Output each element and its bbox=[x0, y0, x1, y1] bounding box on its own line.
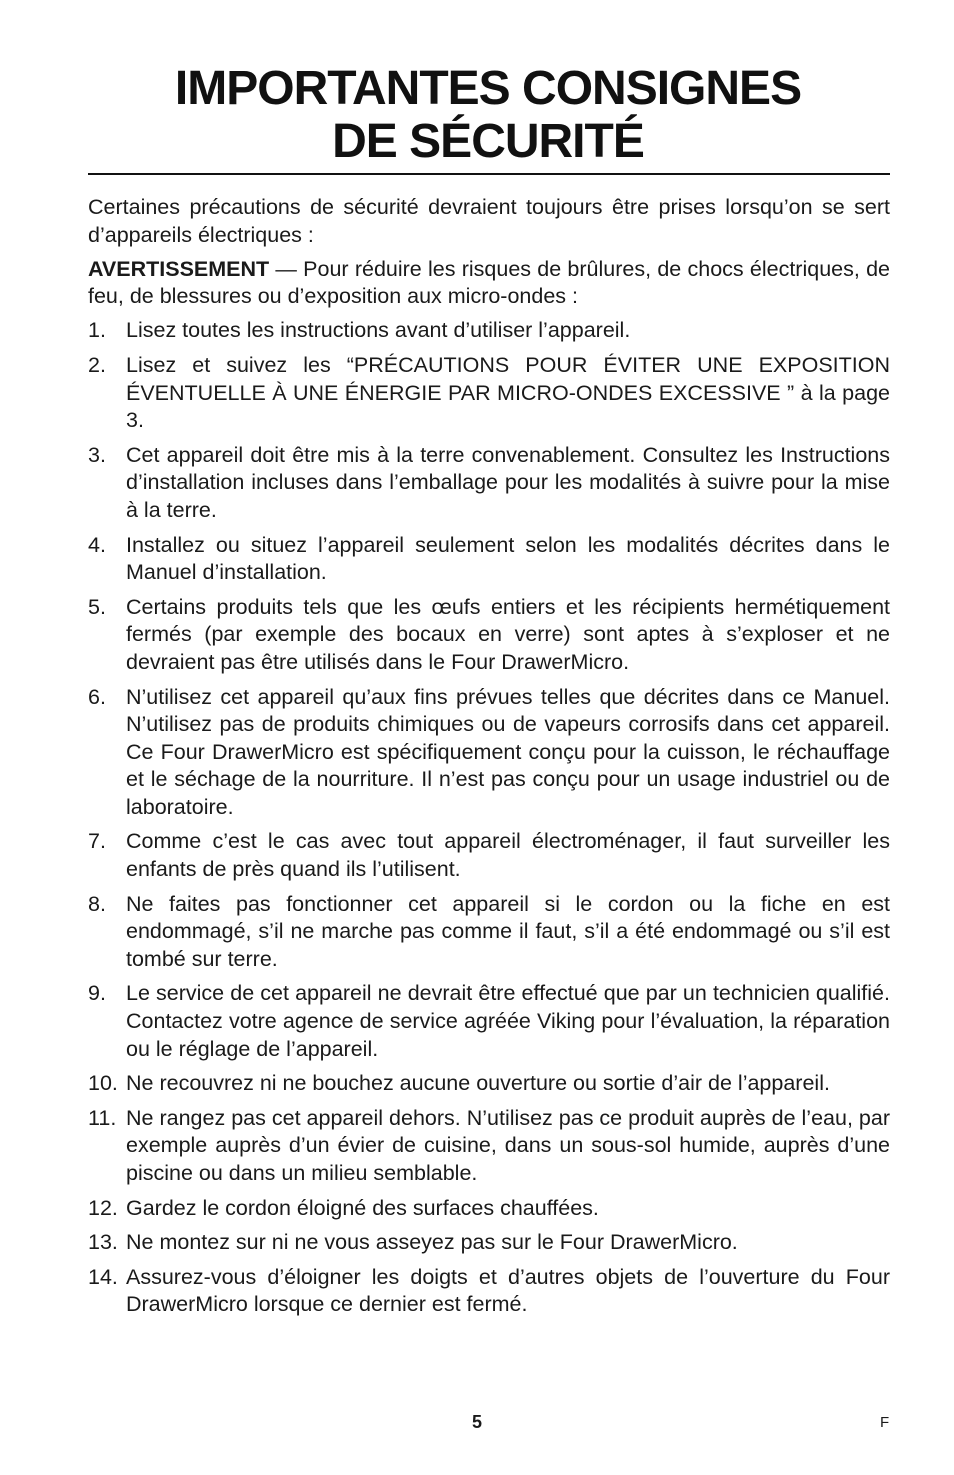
item-text: Lisez toutes les instructions avant d’utiliser l’appareil. bbox=[126, 318, 631, 343]
item-text: Lisez et suivez les “PRÉCAUTIONS POUR ÉVITER UNE EXPOSITION ÉVENTUELLE À UNE ÉNERGIE PAR MICRO-ONDES EXCESSIVE ” à la page 3. bbox=[126, 352, 890, 433]
list-item bbox=[88, 594, 890, 677]
safety-content bbox=[88, 194, 890, 1326]
item-number: 6. bbox=[88, 684, 106, 709]
item-text: Cet appareil doit être mis à la terre convenablement. Consultez les Instructions d’installation incluses dans l’emballage pour les modalités à suivre pour la mise à la terre. bbox=[126, 442, 890, 522]
item-text: Certains produits tels que les œufs entiers et les récipients hermétiquement fermés (par exemple des bocaux en verre) sont aptes à s’exploser et ne devraient pas être utilisés dans le Four DrawerMicro. bbox=[126, 594, 890, 674]
list-item bbox=[88, 442, 890, 525]
warning-text: — Pour réduire les risques de brûlures, de chocs électriques, de feu, de blessures ou d’exposition aux micro-ondes : bbox=[88, 256, 890, 309]
list-item bbox=[88, 980, 890, 1063]
list-item bbox=[88, 532, 890, 587]
item-number: 9. bbox=[88, 981, 106, 1006]
item-number: 3. bbox=[88, 442, 106, 467]
item-text: Le service de cet appareil ne devrait être effectué que par un technicien qualifié. Contactez votre agence de service agréée Viking pour l’évaluation, la réparation ou le réglage de l’appareil. bbox=[126, 981, 890, 1061]
list-item bbox=[88, 1229, 890, 1257]
item-number: 12. bbox=[88, 1195, 118, 1220]
list-item bbox=[88, 891, 890, 974]
title-line-2: DE SÉCURITÉ bbox=[332, 115, 644, 168]
item-number: 10. bbox=[88, 1071, 118, 1096]
language-marker: F bbox=[880, 1414, 890, 1431]
item-number: 7. bbox=[88, 829, 106, 854]
list-item bbox=[88, 1195, 890, 1223]
title-divider bbox=[88, 173, 890, 175]
item-text: Ne recouvrez ni ne bouchez aucune ouverture ou sortie d’air de l’appareil. bbox=[126, 1071, 830, 1096]
item-text: Assurez-vous d’éloigner les doigts et d’autres objets de l’ouverture du Four DrawerMicro lorsque ce dernier est fermé. bbox=[126, 1264, 890, 1317]
item-text: Ne rangez pas cet appareil dehors. N’utilisez pas ce produit auprès de l’eau, par exemple auprès d’un évier de cuisine, dans un sous-sol humide, auprès d’une piscine ou dans un milieu semblable. bbox=[126, 1105, 890, 1185]
title-line-1: IMPORTANTES CONSIGNES bbox=[174, 62, 802, 115]
item-number: 14. bbox=[88, 1264, 118, 1289]
item-number: 4. bbox=[88, 532, 106, 557]
item-text: Ne montez sur ni ne vous asseyez pas sur le Four DrawerMicro. bbox=[126, 1230, 738, 1255]
item-text: Comme c’est le cas avec tout appareil électroménager, il faut surveiller les enfants de près quand ils l’utilisent. bbox=[126, 829, 890, 882]
list-item bbox=[88, 317, 890, 345]
list-item bbox=[88, 684, 890, 822]
list-item bbox=[88, 1105, 890, 1188]
warning-paragraph bbox=[88, 256, 890, 311]
item-text: Gardez le cordon éloigné des surfaces chauffées. bbox=[126, 1195, 599, 1220]
list-item bbox=[88, 828, 890, 883]
page-number: 5 bbox=[471, 1412, 482, 1432]
list-item bbox=[88, 352, 890, 435]
item-text: Ne faites pas fonctionner cet appareil si le cordon ou la fiche en est endommagé, s’il ne marche pas comme il faut, s’il a été endommagé ou s’il est tombé sur terre. bbox=[126, 891, 890, 971]
list-item bbox=[88, 1070, 890, 1098]
item-number: 1. bbox=[88, 318, 106, 343]
safety-list bbox=[88, 317, 890, 1319]
item-text: Installez ou situez l’appareil seulement selon les modalités décrites dans le Manuel d’installation. bbox=[126, 532, 890, 585]
list-item bbox=[88, 1264, 890, 1319]
item-number: 13. bbox=[88, 1230, 118, 1255]
warning-label: AVERTISSEMENT bbox=[88, 256, 270, 281]
item-number: 8. bbox=[88, 891, 106, 916]
intro-paragraph: Certaines précautions de sécurité devraient toujours être prises lorsqu’on se sert d’appareils électriques : bbox=[88, 195, 890, 247]
item-text: N’utilisez cet appareil qu’aux fins prévues telles que décrites dans ce Manuel. N’utilisez pas de produits chimiques ou de vapeurs corrosifs dans cet appareil. Ce Four DrawerMicro est spécifiquement conçu pour la cuisson, le réchauffage et le séchage de la nourriture. Il n’est pas conçu pour un usage industriel ou de laboratoire. bbox=[126, 684, 890, 819]
page-title bbox=[88, 62, 888, 168]
item-number: 2. bbox=[88, 352, 106, 377]
item-number: 11. bbox=[88, 1105, 117, 1130]
item-number: 5. bbox=[88, 594, 106, 619]
